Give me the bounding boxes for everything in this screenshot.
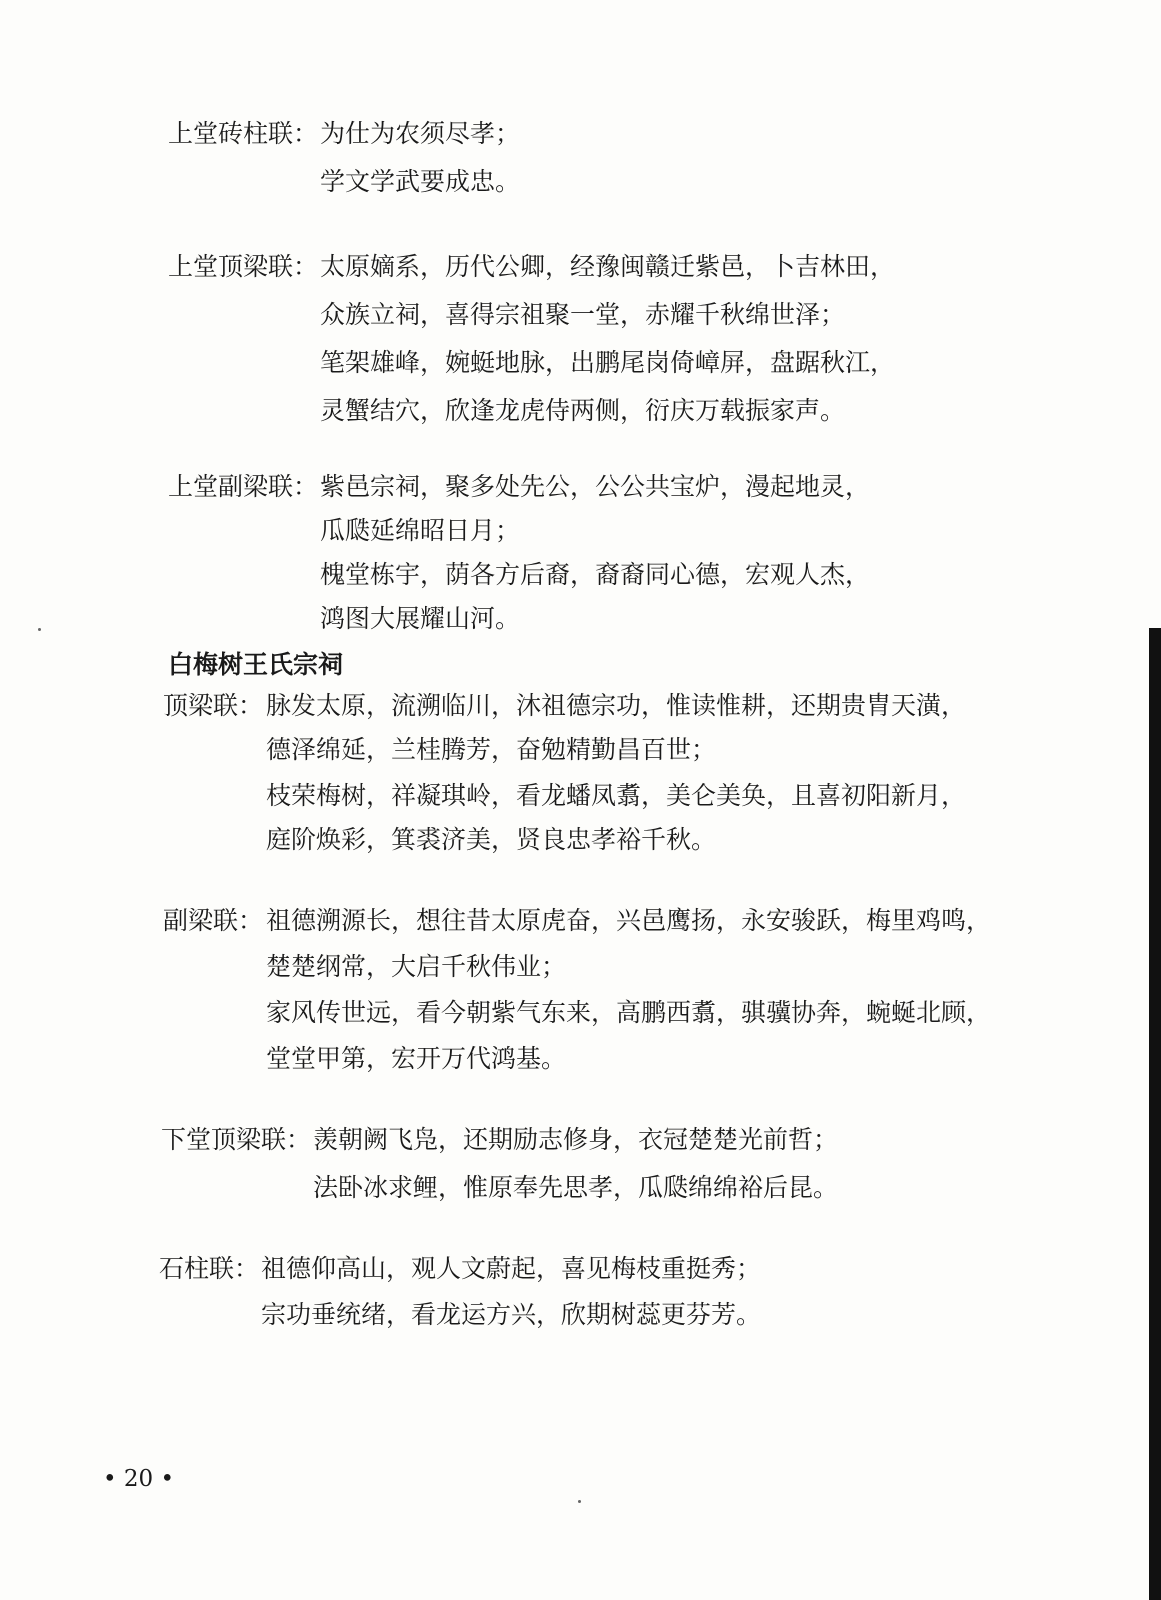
scan-edge-shadow bbox=[1149, 628, 1161, 1600]
couplet-line: 德泽绵延，兰桂腾芳，奋勉精勤昌百世； bbox=[266, 735, 717, 764]
couplet-line: 祖德溯源长，想往昔太原虎奋，兴邑鹰扬，永安骏跃，梅里鸡鸣， bbox=[266, 906, 992, 935]
scan-speck bbox=[38, 628, 41, 631]
couplet-label: 上堂副梁联： bbox=[168, 472, 319, 501]
section-heading: 白梅树王氏宗祠 bbox=[168, 650, 344, 679]
couplet-line: 紫邑宗祠，聚多处先公，公公共宝炉，漫起地灵， bbox=[320, 472, 871, 501]
couplet-line: 鸿图大展耀山河。 bbox=[320, 604, 521, 633]
couplet-line: 众族立祠，喜得宗祖聚一堂，赤耀千秋绵世泽； bbox=[320, 300, 846, 329]
couplet-line: 学文学武要成忠。 bbox=[320, 167, 521, 196]
couplet-label: 下堂顶梁联： bbox=[161, 1125, 312, 1154]
couplet-line: 庭阶焕彩，箕裘济美，贤良忠孝裕千秋。 bbox=[266, 825, 717, 854]
couplet-line: 法卧冰求鲤，惟原奉先思孝，瓜瓞绵绵裕后昆。 bbox=[313, 1173, 839, 1202]
page-number: • 20 • bbox=[103, 1466, 175, 1492]
couplet-line: 家风传世远，看今朝紫气东来，高鹏西翥，骐骥协奔，蜿蜒北顾， bbox=[266, 998, 992, 1027]
couplet-line: 羡朝阙飞凫，还期励志修身，衣冠楚楚光前哲； bbox=[313, 1125, 839, 1154]
couplet-label: 副梁联： bbox=[163, 906, 264, 935]
couplet-line: 枝荣梅树，祥凝琪岭，看龙蟠凤翥，美仑美奂，且喜初阳新月， bbox=[266, 781, 967, 810]
couplet-line: 楚楚纲常，大启千秋伟业； bbox=[266, 952, 567, 981]
couplet-line: 槐堂栋宇，荫各方后裔，裔裔同心德，宏观人杰， bbox=[320, 560, 871, 589]
couplet-line: 脉发太原，流溯临川，沐祖德宗功，惟读惟耕，还期贵胄天潢， bbox=[266, 691, 967, 720]
couplet-line: 为仕为农须尽孝； bbox=[320, 119, 521, 148]
couplet-line: 瓜瓞延绵昭日月； bbox=[320, 516, 521, 545]
couplet-line: 堂堂甲第，宏开万代鸿基。 bbox=[266, 1044, 567, 1073]
couplet-label: 上堂顶梁联： bbox=[168, 252, 319, 281]
couplet-line: 太原嫡系，历代公卿，经豫闽赣迁紫邑，卜吉林田， bbox=[320, 252, 896, 281]
couplet-line: 笔架雄峰，婉蜓地脉，出鹏尾岗倚嶂屏，盘踞秋江， bbox=[320, 348, 896, 377]
couplet-label: 顶梁联： bbox=[163, 691, 264, 720]
couplet-label: 石柱联： bbox=[159, 1254, 260, 1283]
scan-speck bbox=[578, 1500, 581, 1503]
couplet-line: 祖德仰高山，观人文蔚起，喜见梅枝重挺秀； bbox=[261, 1254, 762, 1283]
couplet-label: 上堂砖柱联： bbox=[168, 119, 319, 148]
couplet-line: 灵蟹结穴，欣逢龙虎侍两侧，衍庆万载振家声。 bbox=[320, 396, 846, 425]
couplet-line: 宗功垂统绪，看龙运方兴，欣期树蕊更芬芳。 bbox=[261, 1300, 762, 1329]
